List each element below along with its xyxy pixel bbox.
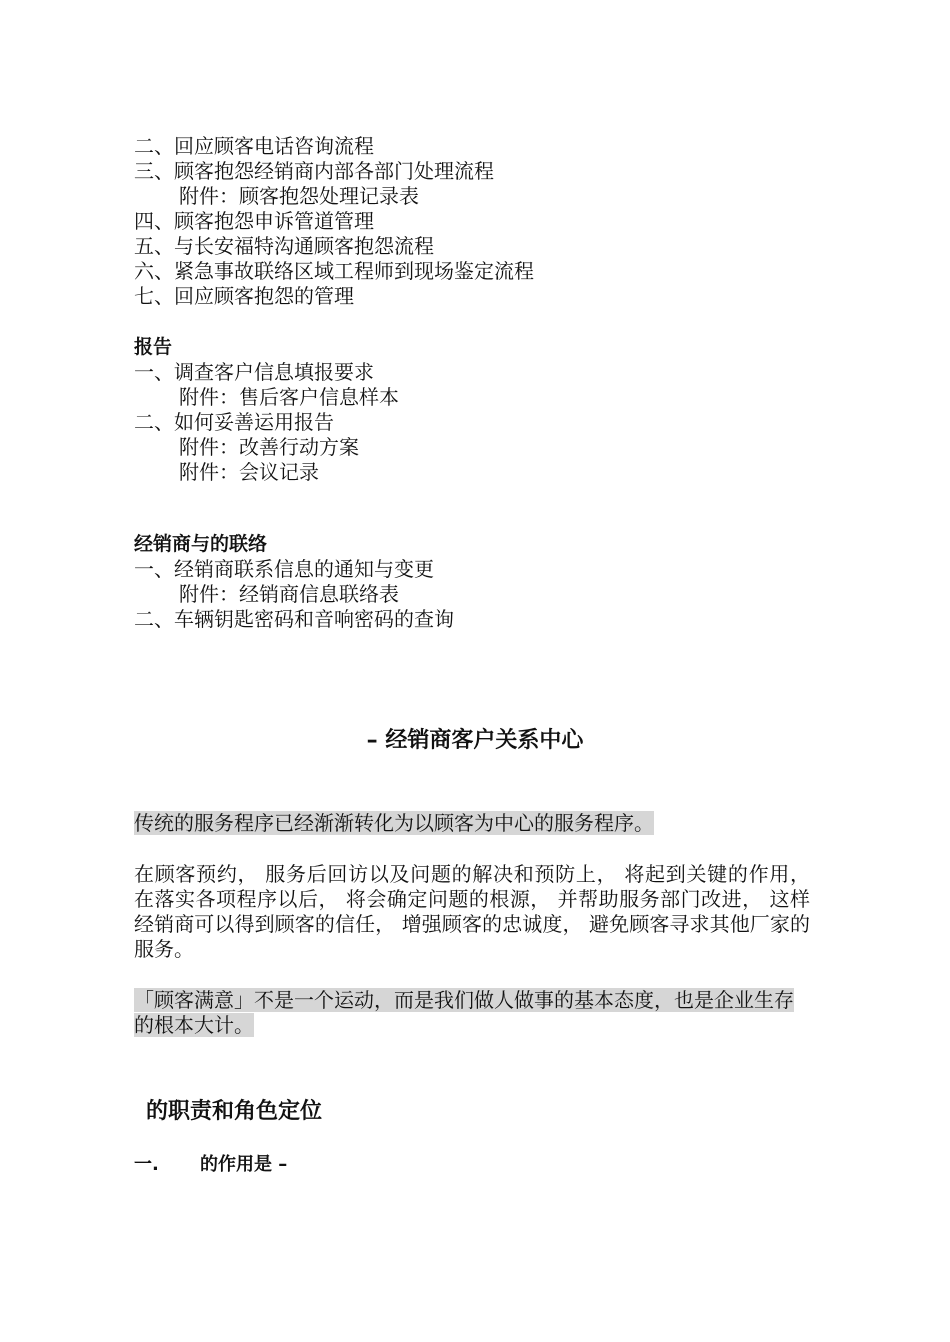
highlighted-text: 「顾客满意」不是一个运动，而是我们做人做事的基本态度，也是企业生存的根本大计。 xyxy=(134,988,794,1037)
list-item: 二、如何妥善运用报告 xyxy=(134,410,334,434)
list-item: 一、调查客户信息填报要求 xyxy=(134,360,374,384)
list-item: 七、回应顾客抱怨的管理 xyxy=(134,284,354,308)
list-item-attachment: 附件：顾客抱怨处理记录表 xyxy=(179,184,419,208)
list-item: 二、车辆钥匙密码和音响密码的查询 xyxy=(134,607,454,631)
paragraph-highlighted-2 xyxy=(134,988,810,1038)
list-item: 三、顾客抱怨经销商内部各部门处理流程 xyxy=(134,159,494,183)
list-item: 五、与长安福特沟通顾客抱怨流程 xyxy=(134,234,434,258)
list-item-attachment: 附件：经销商信息联络表 xyxy=(179,582,399,606)
contents-list xyxy=(134,134,810,632)
list-item: 六、紧急事故联络区域工程师到现场鉴定流程 xyxy=(134,259,534,283)
dealer-heading: 经销商与的联络 xyxy=(134,533,268,555)
list-item: 四、顾客抱怨申诉管道管理 xyxy=(134,209,374,233)
sub-heading xyxy=(134,1152,287,1177)
list-item: 一、经销商联系信息的通知与变更 xyxy=(134,557,434,581)
list-item-attachment: 附件：会议记录 xyxy=(179,460,319,484)
report-heading: 报告 xyxy=(134,336,173,358)
paragraph-highlighted-1 xyxy=(134,811,810,836)
sub-heading-number: 一. xyxy=(134,1154,159,1175)
section-title: 的职责和角色定位 xyxy=(146,1099,323,1124)
list-item: 二、回应顾客电话咨询流程 xyxy=(134,134,374,158)
highlighted-text: 传统的服务程序已经渐渐转化为以顾客为中心的服务程序。 xyxy=(134,811,654,835)
center-title: – 经销商客户关系中心 xyxy=(366,728,584,753)
paragraph-body: 在顾客预约， 服务后回访以及问题的解决和预防上， 将起到关键的作用， 在落实各项程序以后， 将会确定问题的根源， 并帮助服务部门改进， 这样经销商可以得到顾客的信任， 增强顾客的忠诚度， 避免顾客寻求其他厂家的服务。 xyxy=(134,862,810,961)
list-item-attachment: 附件：改善行动方案 xyxy=(179,435,359,459)
sub-heading-text: 的作用是 – xyxy=(200,1154,288,1175)
list-item-attachment: 附件：售后客户信息样本 xyxy=(179,385,399,409)
